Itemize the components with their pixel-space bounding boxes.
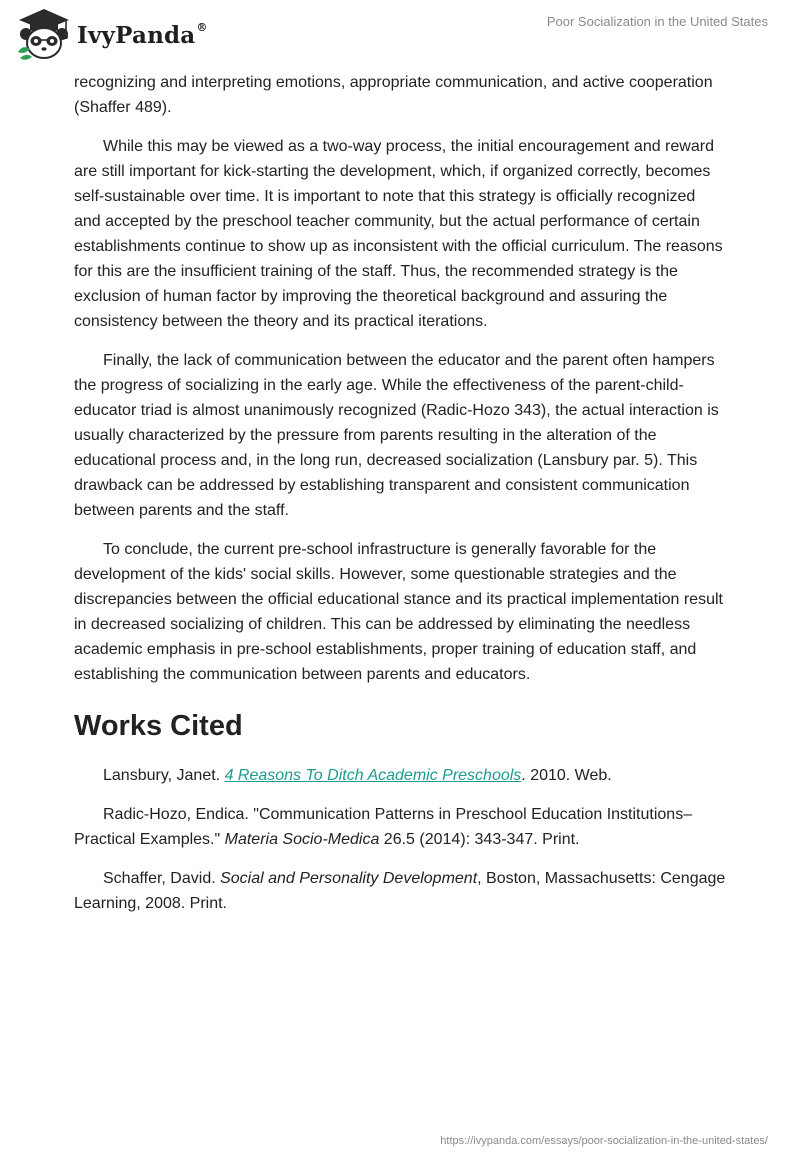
journal-title: Materia Socio-Medica xyxy=(224,831,380,848)
paragraph-continuation: recognizing and interpreting emotions, appropriate communication, and active cooperation (Shaffer 489). xyxy=(74,74,713,116)
citation-entry: Lansbury, Janet. 4 Reasons To Ditch Academic Preschools. 2010. Web. xyxy=(103,767,612,784)
citation-link[interactable]: 4 Reasons To Ditch Academic Preschools xyxy=(224,767,522,784)
document-title: Poor Socialization in the United States xyxy=(546,14,768,29)
citation-entry: Schaffer, David. Social and Personality Development, Boston, Massachusetts: Cengage Learning, 2008. Print. xyxy=(74,870,726,912)
paragraph: While this may be viewed as a two-way process, the initial encouragement and reward are still important for kick-starting the development, which, if organized correctly, becomes self-sustainable over time. It is important to note that this strategy is officially recognized and accepted by the preschool teacher community, but the actual performance of certain establishments continue to show up as inconsistent with the official curriculum. The reasons for this are the insufficient training of the staff. Thus, the recommended strategy is the exclusion of human factor by improving the theoretical background and assuring the consistency between the theory and its practical iterations. xyxy=(74,138,723,330)
paragraph: Finally, the lack of communication between the educator and the parent often hampers the progress of socializing in the early age. While the effectiveness of the parent-child-educator triad is almost unanimously recognized (Radic-Hozo 343), the actual interaction is usually characterized by the pressure from parents resulting in the alteration of the educational process and, in the long run, decreased socialization (Lansbury par. 5). This drawback can be addressed by establishing transparent and consistent communication between parents and the staff. xyxy=(74,352,719,519)
paragraph: To conclude, the current pre-school infrastructure is generally favorable for the development of the kids' social skills. However, some questionable strategies and the discrepancies between the official educational stance and its practical implementation result in decreased socializing of children. This can be addressed by eliminating the needless academic emphasis in pre-school establishments, proper training of education staff, and establishing the communication between parents and educators. xyxy=(74,541,723,683)
ivypanda-logo[interactable] xyxy=(14,6,208,62)
page-header xyxy=(0,0,800,68)
works-cited-heading: Works Cited xyxy=(74,710,243,742)
book-title: Social and Personality Development xyxy=(220,870,478,887)
page-url[interactable]: https://ivypanda.com/essays/poor-socialization-in-the-united-states/ xyxy=(440,1135,768,1147)
citation-entry: Radic-Hozo, Endica. "Communication Patterns in Preschool Education Institutions–Practical Examples." Materia Socio-Medica 26.5 (2014): 343-347. Print. xyxy=(74,806,693,848)
panda-graduation-cap-logo-icon xyxy=(14,6,74,62)
logo-wordmark: IvyPanda® xyxy=(77,20,208,49)
essay-body xyxy=(74,70,726,930)
